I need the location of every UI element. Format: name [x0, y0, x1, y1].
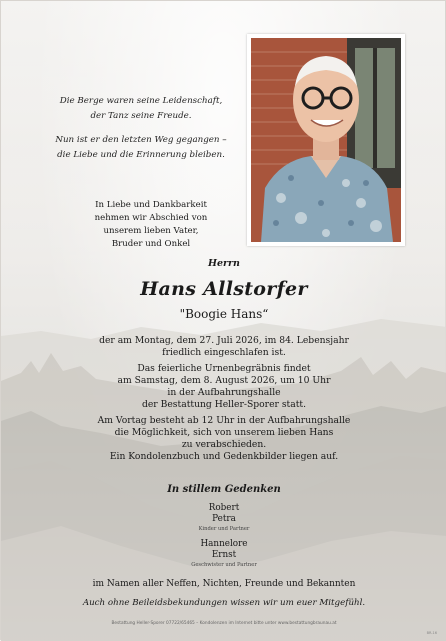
mourner-relation: Geschwister und Partner	[191, 562, 257, 568]
ceremony-line: in der Aufbahrungshalle	[167, 387, 281, 398]
portrait-photo	[247, 34, 405, 246]
viewing-notice	[1, 415, 446, 463]
deceased-nickname: "Boogie Hans“	[179, 307, 269, 321]
intro-line: unserem lieben Vater,	[103, 226, 199, 236]
mourner-relation: Kinder und Partner	[198, 526, 250, 532]
death-line: der am Montag, dem 27. Juli 2026, im 84. Lebensjahr	[99, 335, 349, 346]
deceased-name: Hans Allstorfer	[140, 278, 308, 300]
ceremony-line: am Samstag, dem 8. August 2026, um 10 Uhr	[117, 375, 331, 386]
document-code: BR-16	[426, 631, 437, 635]
family-line: im Namen aller Neffen, Nichten, Freunde und Bekannten	[92, 579, 356, 589]
intro-line: nehmen wir Abschied von	[94, 213, 208, 223]
quote-line: Die Berge waren seine Leidenschaft,	[59, 96, 223, 106]
gedenken-heading: In stillem Gedenken	[167, 484, 281, 495]
intro-line: Bruder und Onkel	[111, 239, 191, 249]
ceremony-line: Das feierliche Urnenbegräbnis findet	[137, 363, 311, 374]
ceremony-notice	[1, 363, 446, 411]
death-line: friedlich eingeschlafen ist.	[162, 347, 286, 358]
salutation: Herrn	[208, 258, 240, 269]
quote-line: Nun ist er den letzten Weg gegangen –	[55, 135, 227, 145]
mourner-group	[1, 503, 446, 533]
intro-text	[61, 199, 241, 251]
viewing-line: die Möglichkeit, sich von unserem lieben Hans	[114, 427, 334, 438]
quote-line: der Tanz seine Freude.	[90, 111, 192, 121]
quote-line: die Liebe und die Erinnerung bleiben.	[57, 150, 225, 160]
viewing-line: Ein Kondolenzbuch und Gedenkbilder liegen auf.	[109, 451, 339, 462]
mourner-name: Petra	[212, 514, 236, 524]
mourner-name: Hannelore	[200, 539, 248, 549]
mourner-name: Ernst	[211, 550, 237, 560]
viewing-line: Am Vortag besteht ab 12 Uhr in der Aufbahrungshalle	[97, 415, 351, 426]
funeral-home-footer: Bestattung Heller-Sporer 07722/65465 – Kondolenzen im Internet bitte unter www.bestattungbraunau.at	[111, 621, 337, 626]
death-notice	[1, 335, 446, 359]
viewing-line: zu verabschieden.	[181, 439, 267, 450]
ceremony-line: der Bestattung Heller-Sporer statt.	[141, 399, 307, 410]
portrait-image	[251, 38, 401, 242]
intro-line: In Liebe und Dankbarkeit	[95, 200, 207, 210]
no-condolence-note: Auch ohne Beileidsbekundungen wissen wir um euer Mitgefühl.	[82, 598, 366, 608]
mourner-name: Robert	[208, 503, 240, 513]
memorial-quote	[41, 94, 241, 163]
mourner-group	[1, 539, 446, 569]
